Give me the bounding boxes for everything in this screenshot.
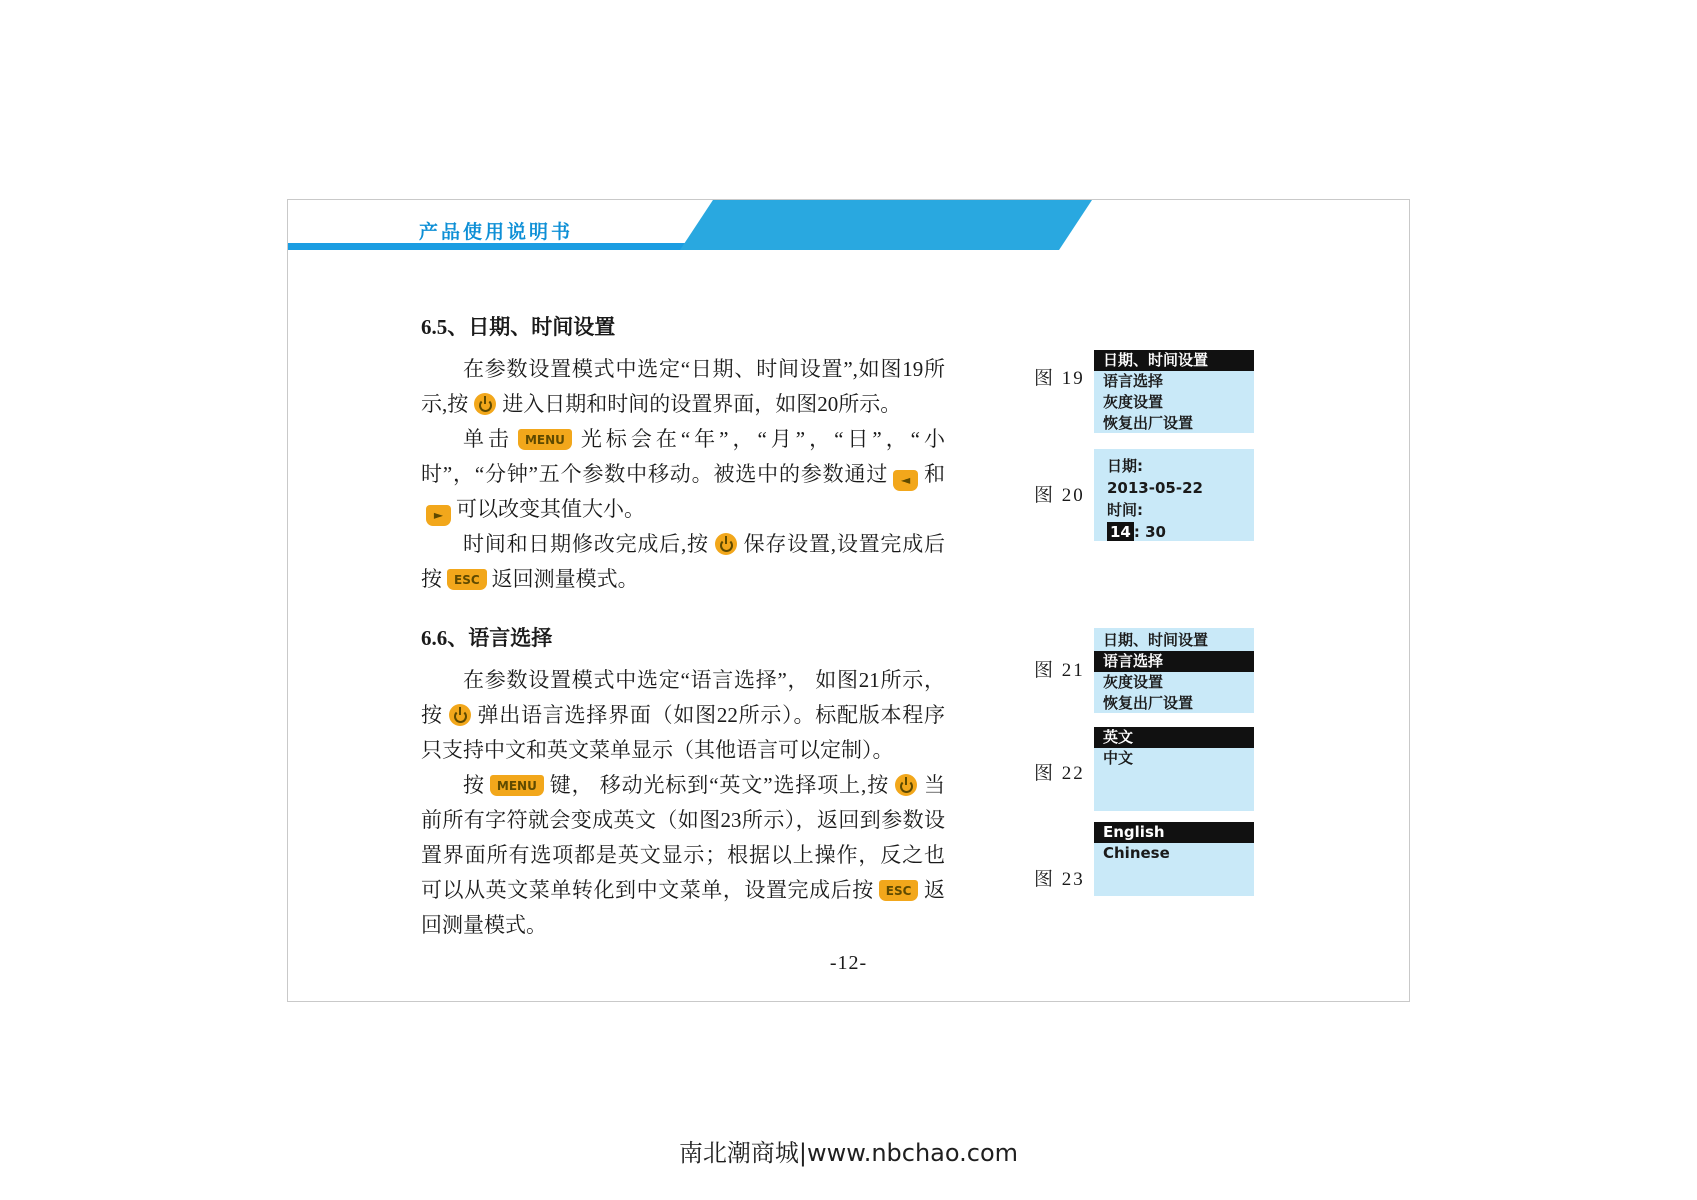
lcd-selected-item: 日期、时间设置	[1094, 350, 1254, 371]
text-run: 在参数设置模式中选定“语言选择”， 如图21所示， 按	[421, 668, 945, 727]
power-key-icon	[474, 393, 496, 415]
lcd-selected-item: 英文	[1094, 727, 1254, 748]
text-run: 和	[923, 462, 946, 486]
section-6-5-paragraph-1	[421, 352, 945, 422]
section-6-6-heading: 6.6、语言选择	[421, 626, 553, 650]
lcd-line-time-label: 时间:	[1107, 501, 1143, 519]
lcd-screen-fig21	[1094, 628, 1254, 713]
section-6-6-paragraph-1	[421, 663, 945, 768]
section-6-5-paragraph-3	[421, 527, 945, 597]
lcd-screen-fig23	[1094, 822, 1254, 896]
figure-23-label: 图 23	[1034, 869, 1085, 890]
right-arrow-key-icon: ►	[426, 505, 451, 526]
text-run: 在参数设置模式中选定“日期、时间设置”,如图19所示,按	[421, 357, 945, 416]
header-banner-shape	[680, 200, 1092, 250]
lcd-screen-fig19	[1094, 350, 1254, 433]
figure-20-label: 图 20	[1034, 485, 1085, 506]
esc-key-icon: ESC	[447, 569, 487, 590]
figure-19-label: 图 19	[1034, 368, 1085, 389]
left-arrow-key-icon: ◄	[893, 470, 918, 491]
figure-21-label: 图 21	[1034, 660, 1085, 681]
lcd-menu-item: 中文	[1103, 749, 1134, 767]
lcd-menu-item: 语言选择	[1103, 372, 1164, 390]
section-6-6-paragraph-2	[421, 768, 945, 943]
esc-key-icon: ESC	[879, 880, 919, 901]
page-number: -12-	[829, 952, 868, 974]
page-header	[288, 200, 1409, 250]
text-run: 返回测量模式。	[491, 567, 639, 591]
lcd-selected-hour: 14	[1107, 522, 1134, 541]
text-run: 进入日期和时间的设置界面，如图20所示。	[502, 392, 902, 416]
main-text-column	[421, 312, 945, 943]
lcd-menu-item: 恢复出厂设置	[1103, 414, 1194, 432]
text-run: 键， 移动光标到“英文”选择项上,按	[548, 773, 890, 797]
power-key-icon	[449, 704, 471, 726]
text-run: 当前所有字符就会变成英文（如图23所示），返回到参数设置界面所有选项都是英文显示；根据以上操作，反之也可以从英文菜单转化到中文菜单，设置完成后按	[421, 773, 946, 902]
lcd-selected-item: English	[1094, 822, 1254, 843]
section-6-5-paragraph-2	[421, 422, 945, 527]
text-run: 弹出语言选择界面（如图22所示）。标配版本程序只支持中文和英文菜单显示（其他语言可以定制）。	[421, 703, 946, 762]
text-run: 按	[463, 773, 485, 797]
lcd-line-time-value	[1094, 521, 1254, 541]
lcd-menu-item: 日期、时间设置	[1103, 631, 1209, 649]
power-key-icon	[895, 774, 917, 796]
lcd-selected-item: 语言选择	[1094, 651, 1254, 672]
lcd-line-date-value: 2013-05-22	[1107, 479, 1203, 497]
lcd-menu-item: 灰度设置	[1103, 393, 1164, 411]
text-run: 保存设置,设置完成后按	[421, 532, 946, 591]
lcd-screen-fig22	[1094, 727, 1254, 811]
watermark-text: 南北潮商城|www.nbchao.com	[678, 1139, 1019, 1167]
menu-key-icon: MENU	[518, 429, 572, 450]
text-run: 单击	[463, 427, 513, 451]
text-run: 光标会在“年”，“月”，“日”，“小时”，“分钟”五个参数中移动。被选中的参数通过	[421, 427, 945, 486]
lcd-menu-item: Chinese	[1103, 844, 1170, 862]
text-run: 返回测量模式。	[421, 878, 945, 937]
section-6-5-heading: 6.5、日期、时间设置	[421, 315, 616, 339]
power-key-icon	[715, 533, 737, 555]
lcd-screen-fig20	[1094, 449, 1254, 541]
lcd-menu-item: 灰度设置	[1103, 673, 1164, 691]
menu-key-icon: MENU	[490, 775, 544, 796]
header-title: 产品使用说明书	[419, 221, 574, 243]
manual-page	[287, 199, 1410, 1002]
text-run: 可以改变其值大小。	[456, 497, 645, 521]
text-run: 时间和日期修改完成后,按	[463, 532, 709, 556]
figure-22-label: 图 22	[1034, 763, 1085, 784]
lcd-menu-item: 恢复出厂设置	[1103, 694, 1194, 712]
lcd-minutes: : 30	[1133, 523, 1166, 541]
lcd-line-date-label: 日期:	[1107, 457, 1143, 475]
